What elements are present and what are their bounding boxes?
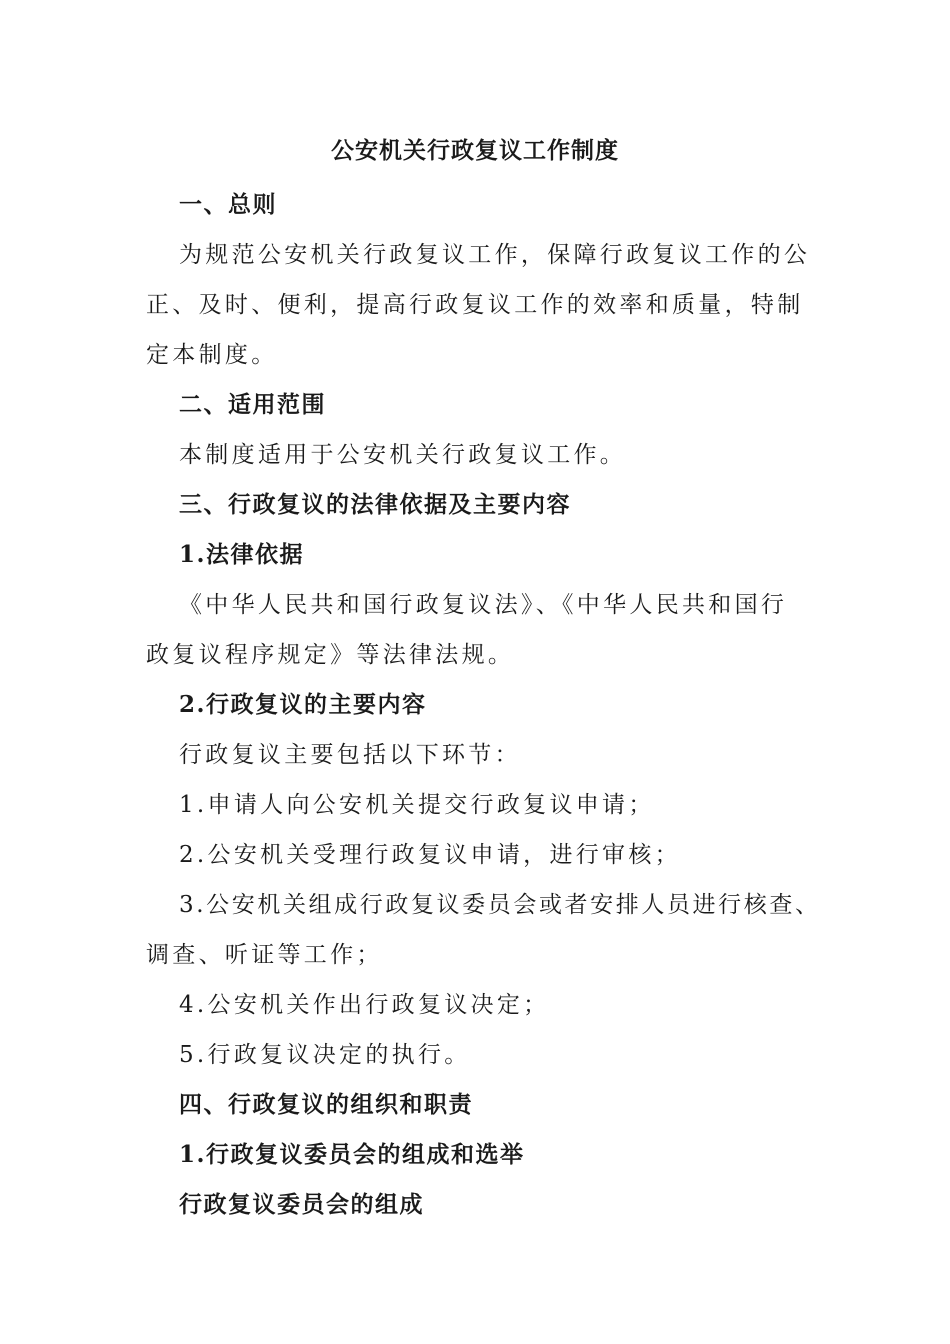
section-heading: 二、适用范围 [179,391,326,418]
paragraph-line: 正、及时、便利，提高行政复议工作的效率和质量，特制 [146,292,804,318]
section-heading: 四、行政复议的组织和职责 [179,1091,473,1118]
list-item: 4.公安机关作出行政复议决定； [179,992,550,1018]
paragraph-line: 《中华人民共和国行政复议法》、《中华人民共和国行 [179,592,788,618]
document-body [146,180,830,1230]
list-item: 3.公安机关组成行政复议委员会或者安排人员进行核查、 [179,892,821,918]
list-item: 1.申请人向公安机关提交行政复议申请； [179,792,655,818]
document-title: 公安机关行政复议工作制度 [331,137,619,164]
subsection-heading: 2.行政复议的主要内容 [179,691,427,718]
paragraph-line: 本制度适用于公安机关行政复议工作。 [179,442,627,468]
section-heading: 一、总则 [179,191,277,218]
subsection-heading: 1.行政复议委员会的组成和选举 [179,1141,525,1168]
list-item-continuation: 调查、听证等工作； [146,942,383,968]
subsection-heading: 1.法律依据 [179,541,305,568]
list-item: 2.公安机关受理行政复议申请，进行审核； [179,842,681,868]
paragraph-line: 政复议程序规定》等法律法规。 [146,642,515,668]
section-heading: 三、行政复议的法律依据及主要内容 [179,491,571,518]
list-item: 5.行政复议决定的执行。 [179,1042,471,1068]
subsection-heading: 行政复议委员会的组成 [179,1191,424,1218]
paragraph-line: 为规范公安机关行政复议工作，保障行政复议工作的公 [179,242,811,268]
paragraph-line: 行政复议主要包括以下环节： [179,742,521,768]
paragraph-line: 定本制度。 [146,342,278,368]
